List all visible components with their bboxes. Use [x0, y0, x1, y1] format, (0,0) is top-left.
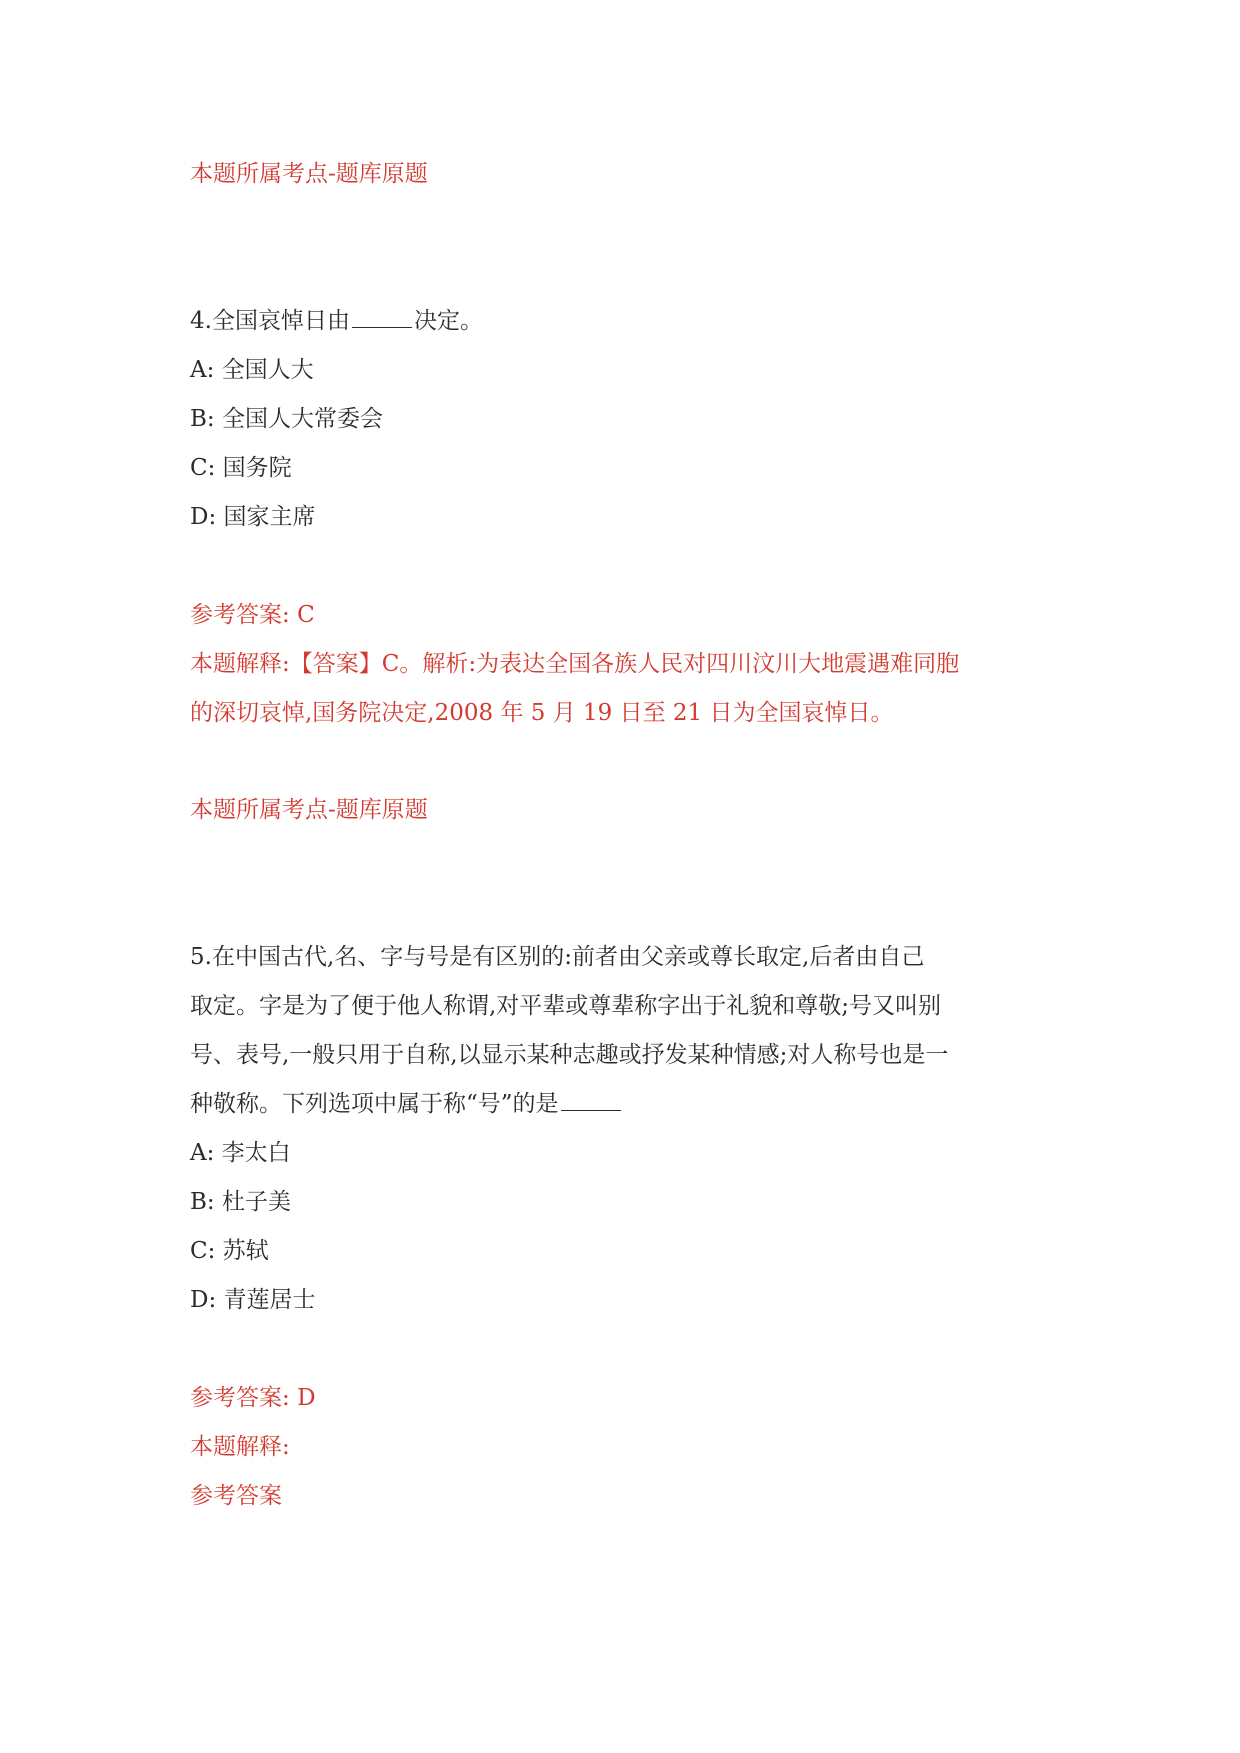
q5-answer-label: 参考答案:	[190, 1385, 290, 1411]
q4-option-letter: B:	[190, 406, 215, 432]
q4-option-letter: C:	[190, 455, 216, 481]
q4-option-d	[190, 501, 1070, 533]
source-label-top: 本题所属考点-题库原题	[190, 161, 428, 187]
q4-option-letter: A:	[190, 357, 215, 383]
q5-stem-line2: 取定。字是为了便于他人称谓,对平辈或尊辈称字出于礼貌和尊敬;号又叫别	[190, 993, 942, 1019]
q5-stem-line4-text: 种敬称。下列选项中属于称“号”的是	[190, 1091, 559, 1117]
q4-explanation-line1: 本题解释:【答案】C。解析:为表达全国各族人民对四川汶川大地震遇难同胞	[190, 651, 960, 677]
q5-option-text: 李太白	[221, 1140, 291, 1166]
q5-option-text: 青莲居士	[223, 1287, 316, 1313]
q5-option-c	[190, 1235, 1070, 1267]
q4-option-letter: D:	[190, 504, 217, 530]
q4-explanation-line2: 的深切哀悼,国务院决定,2008 年 5 月 19 日至 21 日为全国哀悼日。	[190, 700, 894, 726]
q4-answer-label: 参考答案:	[190, 602, 290, 628]
q5-answer-blank	[561, 1090, 621, 1111]
q4-option-b	[190, 403, 1070, 435]
q5-explanation-label: 本题解释:	[190, 1434, 290, 1460]
q4-option-text: 国家主席	[223, 504, 316, 530]
q5-answer-value: D	[297, 1385, 316, 1411]
q4-option-text: 全国人大	[221, 357, 314, 383]
q4-option-c	[190, 452, 1070, 484]
q4-stem	[190, 305, 1070, 337]
q5-option-letter: B:	[190, 1189, 215, 1215]
q5-option-letter: D:	[190, 1287, 217, 1313]
q5-answer	[190, 1382, 1070, 1414]
q5-option-b	[190, 1186, 1070, 1218]
q5-option-text: 杜子美	[221, 1189, 291, 1215]
q4-source-label: 本题所属考点-题库原题	[190, 797, 428, 823]
q4-stem-after: 决定。	[413, 308, 483, 334]
q4-answer	[190, 599, 1070, 631]
q4-answer-value: C	[297, 602, 315, 628]
q5-option-text: 苏轼	[222, 1238, 269, 1264]
q5-stem-line4	[190, 1088, 1070, 1120]
q5-stem-line3: 号、表号,一般只用于自称,以显示某种志趣或抒发某种情感;对人称号也是一	[190, 1042, 949, 1068]
q4-option-text: 国务院	[222, 455, 292, 481]
q5-option-a	[190, 1137, 1070, 1169]
q5-answer-footer: 参考答案	[190, 1483, 282, 1509]
q4-stem-before: 4.全国哀悼日由	[190, 308, 350, 334]
q4-answer-blank	[352, 307, 412, 328]
q4-option-a	[190, 354, 1070, 386]
q5-option-letter: C:	[190, 1238, 216, 1264]
q5-option-letter: A:	[190, 1140, 215, 1166]
q4-option-text: 全国人大常委会	[221, 406, 383, 432]
q5-option-d	[190, 1284, 1070, 1316]
q5-stem-line1: 5.在中国古代,名、字与号是有区别的:前者由父亲或尊长取定,后者由自己	[190, 944, 925, 970]
